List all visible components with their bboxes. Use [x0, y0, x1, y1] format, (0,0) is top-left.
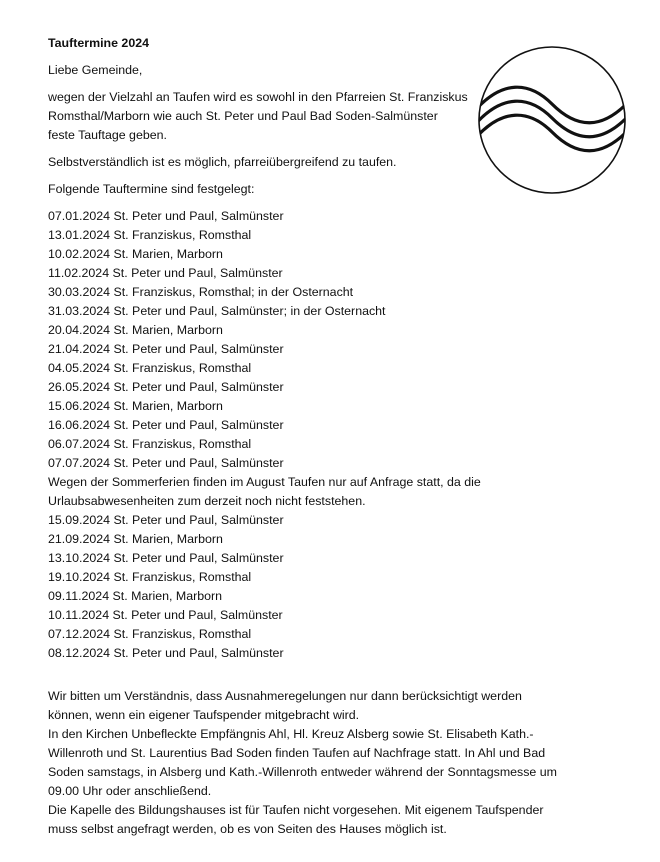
date-entry: 07.01.2024 St. Peter und Paul, Salmünster — [48, 209, 284, 223]
date-entry: 16.06.2024 St. Peter und Paul, Salmünster — [48, 418, 284, 432]
date-entry: 10.11.2024 St. Peter und Paul, Salmünster — [48, 608, 283, 622]
closing-line: muss selbst angefragt werden, ob es von Seiten des Hauses möglich ist. — [48, 822, 447, 836]
closing-line: 09.00 Uhr oder anschließend. — [48, 784, 212, 798]
circle-wave-logo-icon — [472, 40, 632, 200]
closing-paragraph — [48, 687, 608, 839]
date-entry: 08.12.2024 St. Peter und Paul, Salmünster — [48, 646, 284, 660]
date-entry: 09.11.2024 St. Marien, Marborn — [48, 589, 223, 603]
closing-line: Willenroth und St. Laurentius Bad Soden finden Taufen auf Nachfrage statt. In Ahl und Bad — [48, 746, 546, 760]
date-entry: 20.04.2024 St. Marien, Marborn — [48, 323, 223, 337]
summer-note-line-1: Wegen der Sommerferien finden im August Taufen nur auf Anfrage statt, da die — [48, 475, 481, 489]
date-entry: 30.03.2024 St. Franziskus, Romsthal; in der Osternacht — [48, 285, 354, 299]
date-list-second — [48, 511, 608, 663]
date-entry: 10.02.2024 St. Marien, Marborn — [48, 247, 223, 261]
closing-line: können, wenn ein eigener Taufspender mitgebracht wird. — [48, 708, 360, 722]
date-entry: 21.09.2024 St. Marien, Marborn — [48, 532, 223, 546]
closing-line: Wir bitten um Verständnis, dass Ausnahmeregelungen nur dann berücksichtigt werden — [48, 689, 522, 703]
date-entry: 15.09.2024 St. Peter und Paul, Salmünster — [48, 513, 284, 527]
date-entry: 04.05.2024 St. Franziskus, Romsthal — [48, 361, 252, 375]
list-intro: Folgende Tauftermine sind festgelegt: — [48, 182, 255, 196]
date-entry: 31.03.2024 St. Peter und Paul, Salmünster; in der Osternacht — [48, 304, 386, 318]
closing-line: Die Kapelle des Bildungshauses ist für Taufen nicht vorgesehen. Mit eigenem Taufspender — [48, 803, 544, 817]
closing-line: Soden samstags, in Alsberg und Kath.-Willenroth entweder während der Sonntagsmesse um — [48, 765, 557, 779]
date-entry: 13.10.2024 St. Peter und Paul, Salmünster — [48, 551, 284, 565]
intro-paragraph: wegen der Vielzahl an Taufen wird es sowohl in den Pfarreien St. Franziskus Romsthal/Marborn wie auch St. Peter und Paul Bad Soden-Salmünster feste Tauftage geben. — [48, 90, 468, 142]
greeting: Liebe Gemeinde, — [48, 63, 143, 77]
closing-line: In den Kirchen Unbefleckte Empfängnis Ahl, Hl. Kreuz Alsberg sowie St. Elisabeth Kath.- — [48, 727, 534, 741]
date-entry: 15.06.2024 St. Marien, Marborn — [48, 399, 223, 413]
document-title: Tauftermine 2024 — [48, 36, 149, 50]
date-entry: 26.05.2024 St. Peter und Paul, Salmünster — [48, 380, 284, 394]
date-entry: 07.07.2024 St. Peter und Paul, Salmünster — [48, 456, 284, 470]
date-entry: 07.12.2024 St. Franziskus, Romsthal — [48, 627, 252, 641]
date-list-first — [48, 207, 608, 473]
date-entry: 13.01.2024 St. Franziskus, Romsthal — [48, 228, 252, 242]
date-entry: 11.02.2024 St. Peter und Paul, Salmünster — [48, 266, 283, 280]
cross-parish-paragraph: Selbstverständlich ist es möglich, pfarreiübergreifend zu taufen. — [48, 155, 397, 169]
date-entry: 19.10.2024 St. Franziskus, Romsthal — [48, 570, 252, 584]
date-entry: 21.04.2024 St. Peter und Paul, Salmünster — [48, 342, 284, 356]
summer-note-line-2: Urlaubsabwesenheiten zum derzeit noch nicht feststehen. — [48, 494, 366, 508]
date-entry: 06.07.2024 St. Franziskus, Romsthal — [48, 437, 252, 451]
